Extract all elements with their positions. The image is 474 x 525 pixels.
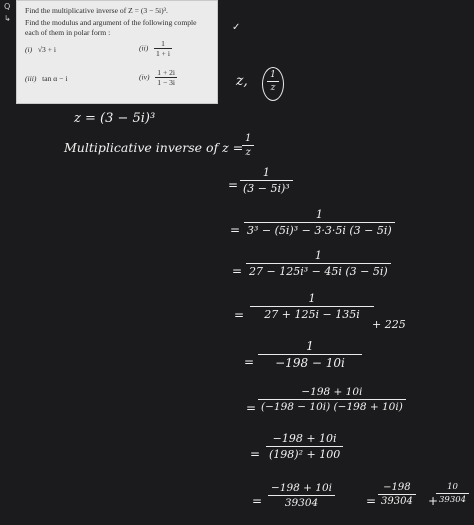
given-expression: z = (3 − 5i)³ <box>74 111 156 126</box>
question-line-1: Find the multiplicative inverse of Z = (3 − 5i)³. <box>25 6 168 15</box>
equals-sign: = <box>252 494 263 508</box>
circled-inverse-fraction: 1 z <box>263 70 283 93</box>
equals-sign: = <box>228 178 239 192</box>
equals-sign: = <box>234 308 245 322</box>
equals-sign: = <box>246 401 257 415</box>
step-3: 1 27 − 125i³ − 45i (3 − 5i) <box>246 249 391 278</box>
equals-sign: = <box>230 223 241 237</box>
heading-line: Multiplicative inverse of z = <box>64 140 244 155</box>
part-iii: (iii) tan α − i <box>25 74 68 83</box>
step-1: 1 (3 − 5i)³ <box>240 166 293 195</box>
equals-sign: = <box>244 355 255 369</box>
question-card <box>16 0 218 104</box>
step-5: 1 −198 − 10i <box>258 339 362 370</box>
part-iv: (iv) $\frac{1 + 2i}{1 - 3i}$ <box>139 68 176 88</box>
equals-sign: = <box>232 264 243 278</box>
part-i: (i) √3 + i <box>25 45 57 54</box>
heading-fraction: 1 z <box>242 133 254 158</box>
final-imag-part: 10 39304 <box>436 482 469 505</box>
part-ii: (ii) $\frac{1}{1 + i}$ <box>139 39 170 59</box>
subquestion-arrow-icon: ↳ <box>4 14 11 23</box>
part-ii-fraction: $\frac{1}{1 + i}$ <box>155 39 170 59</box>
equals-sign: = <box>366 494 377 508</box>
question-marker: Q <box>4 2 11 11</box>
equals-sign: = <box>250 447 261 461</box>
plus-sign: + <box>428 494 439 508</box>
step-7: −198 + 10i (198)² + 100 <box>266 432 343 461</box>
step-2: 1 3³ − (5i)³ − 3·3·5i (3 − 5i) <box>244 208 395 237</box>
check-mark-icon: ✓ <box>232 22 241 33</box>
step-4-constant: + 225 <box>372 318 406 331</box>
final-real-part: −198 39304 <box>378 482 416 507</box>
question-line-3: each of them in polar form : <box>25 28 111 37</box>
circled-inverse <box>262 67 284 101</box>
step-6: −198 + 10i (−198 − 10i) (−198 + 10i) <box>258 386 406 413</box>
final-fraction: −198 + 10i 39304 <box>268 482 335 509</box>
step-4: 1 27 + 125i − 135i <box>250 292 374 321</box>
part-iv-fraction: $\frac{1 + 2i}{1 - 3i}$ <box>157 68 176 88</box>
question-line-2: Find the modulus and argument of the following comple <box>25 18 197 27</box>
circled-note-text: z, <box>236 73 248 89</box>
